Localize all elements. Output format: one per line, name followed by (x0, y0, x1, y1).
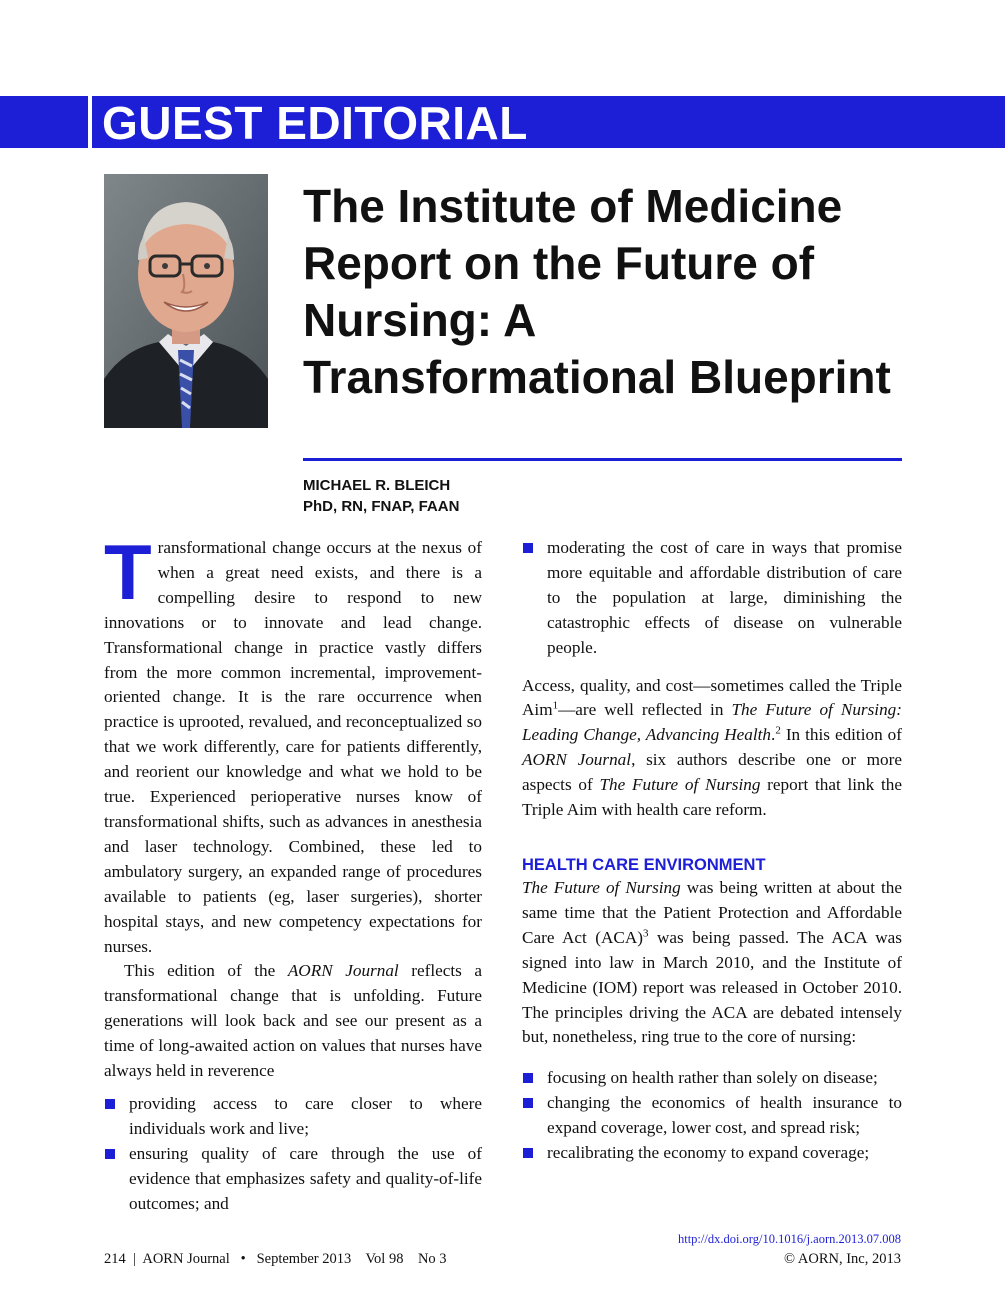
text-run: reflects a transformational change that is unfolding. Future generations will look back and see our present as a time of long-awaited action on values that nurses have always held in reverence (104, 961, 483, 1081)
bullet-square-icon (105, 1149, 115, 1159)
banner-divider (88, 96, 92, 148)
reference-3[interactable]: 3 (643, 927, 649, 940)
list-item-text: ensuring quality of care through the use of evidence that emphasizes safety and quality-of-life outcomes; and (129, 1143, 482, 1213)
continued-list (522, 536, 902, 661)
section-label: GUEST EDITORIAL (102, 97, 528, 149)
list-item (104, 1092, 482, 1142)
bullet-square-icon (523, 1098, 533, 1108)
text-run: —are well reflected in (558, 700, 732, 720)
triple-aim-paragraph (522, 674, 902, 823)
list-item (522, 1066, 902, 1091)
list-item (104, 1142, 482, 1217)
environment-paragraph (522, 876, 902, 1050)
section-heading: HEALTH CARE ENVIRONMENT (522, 855, 766, 874)
text-run: report that link the Triple Aim with health care reform. (522, 775, 902, 820)
author-credentials: PhD, RN, FNAP, FAAN (303, 498, 460, 515)
reference-1[interactable]: 1 (552, 699, 559, 712)
report-title: The Future of Nursing (599, 775, 761, 795)
text-run: was being written at about the same time that the Patient Protection and Affordable Care Act (ACA) (522, 877, 902, 947)
title-rule (303, 458, 902, 461)
bullet-square-icon (523, 1148, 533, 1158)
list-item-text: focusing on health rather than solely on disease; (547, 1068, 878, 1088)
list-item (522, 536, 902, 661)
text-run: , six authors describe one or more aspects of (522, 750, 902, 795)
journal-paragraph (104, 959, 482, 1084)
bullet-square-icon (523, 1073, 533, 1083)
text-run: . (771, 725, 776, 745)
aca-principles-list (522, 1066, 902, 1166)
bullet-square-icon (523, 543, 533, 553)
author-name: MICHAEL R. BLEICH (303, 477, 451, 494)
report-title: The Future of Nursing (522, 877, 681, 897)
doi-link[interactable]: http://dx.doi.org/10.1016/j.aorn.2013.07.008 (677, 1232, 901, 1246)
values-list (104, 1092, 482, 1217)
intro-paragraph (104, 528, 482, 959)
text-run: Access, quality, and cost—sometimes called the Triple Aim (522, 675, 902, 720)
copyright: © AORN, Inc, 2013 (784, 1251, 901, 1267)
journal-name: AORN Journal (287, 961, 399, 981)
text-run: This edition of the (124, 961, 288, 981)
author-photo (104, 174, 268, 428)
text-run: In this edition of (780, 725, 902, 745)
right-column (522, 536, 902, 1166)
drop-cap: T (104, 528, 152, 616)
article-title: The Institute of Medicine Report on the Future of Nursing: A Transformational Blueprint (303, 180, 891, 403)
text-run: was being passed. The ACA was signed into law in March 2010, and the Institute of Medicine (IOM) report was released in October 2010. The principles driving the ACA are debated intensely but, nonetheless, ring true to the core of nursing: (522, 927, 902, 1047)
intro-text: ransformational change occurs at the nexus of when a great need exists, and there is a compelling desire to respond to new innovations or to innovate and lead change. Transformational change in practice vastly differs from the more common incremental, improvement-oriented change. It is the rare occurrence when practice is uprooted, revalued, and reconceptualized so that we work differently, care for patients differently, and reorient our knowledge and what we hold to be true. Experienced perioperative nurses know of transformational shifts, such as advances in anesthesia and laser technology. Combined, these led to ambulatory surgery, an expanded range of procedures available to patients (eg, laser surgeries), shorter hospital stays, and new competency expectations for nurses. (104, 538, 482, 956)
report-title: The Future of Nursing: Leading Change, Advancing Health (522, 700, 902, 745)
footer-citation: 214 | AORN Journal • September 2013 Vol 98 No 3 (104, 1251, 447, 1267)
author-portrait-image (104, 174, 268, 428)
list-item (522, 1091, 902, 1141)
bullet-square-icon (105, 1099, 115, 1109)
list-item-text: changing the economics of health insurance to expand coverage, lower cost, and spread risk; (547, 1093, 902, 1138)
journal-name: AORN Journal (522, 750, 632, 770)
list-item-text: moderating the cost of care in ways that promise more equitable and affordable distribution of care to the population at large, diminishing the catastrophic effects of disease on vulnerable people. (547, 538, 902, 657)
left-column (104, 528, 483, 1216)
reference-2[interactable]: 2 (775, 724, 781, 737)
list-item-text: recalibrating the economy to expand coverage; (547, 1143, 870, 1163)
list-item-text: providing access to care closer to where individuals work and live; (129, 1093, 482, 1138)
author-byline (303, 475, 459, 517)
list-item (522, 1141, 902, 1166)
